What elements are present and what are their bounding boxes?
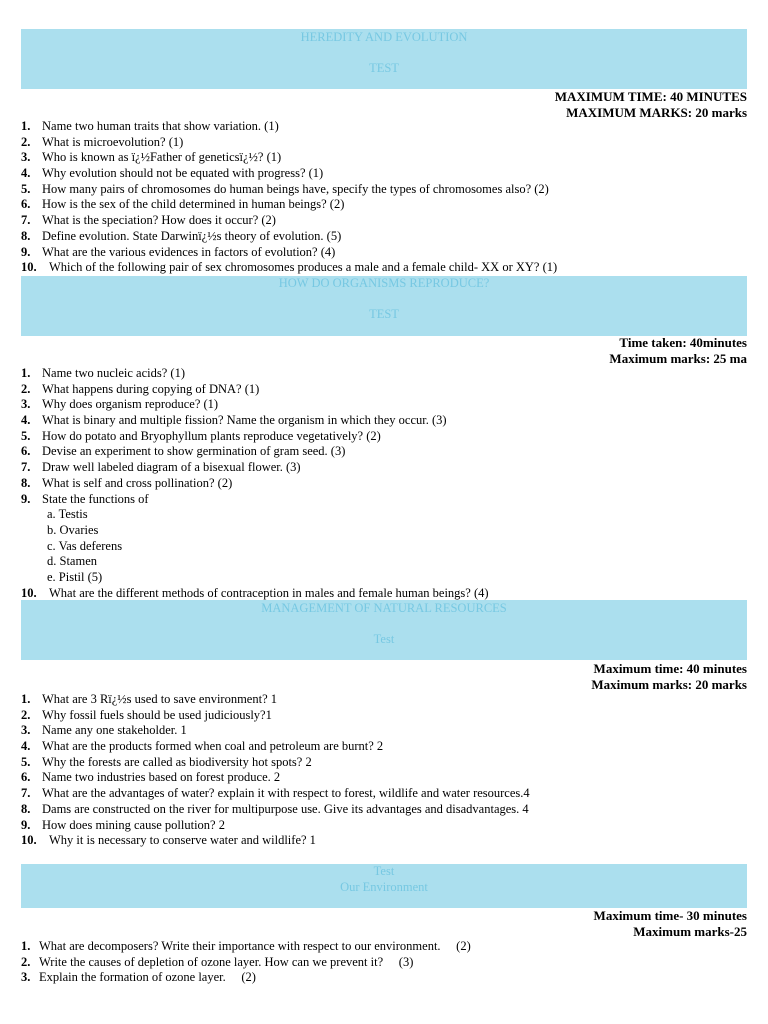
question-text: State the functions of [42,491,149,506]
section-banner [21,600,747,660]
question-text: What are decomposers? Write their importance with respect to our environment. (2) [39,939,471,953]
question-number: 3. [21,150,31,165]
question-item [21,382,756,398]
question-item [21,413,756,429]
question-text: Why does organism reproduce? (1) [42,397,219,412]
question-item [21,166,756,182]
question-text: What are the different methods of contraception in males and female human beings? (4) [49,585,489,600]
max-time: Time taken: 40minutes [619,335,747,350]
question-number: 7. [21,460,31,475]
question-text: Name two human traits that show variation. (1) [42,119,279,133]
sub-item: d. Stamen [47,554,97,569]
question-item [21,818,756,834]
question-number: 6. [21,197,31,212]
question-number: 1. [21,692,31,706]
question-text: Define evolution. State Darwinï¿½s theory of evolution. (5) [42,228,342,243]
sub-item: b. Ovaries [47,522,99,537]
question-text: Explain the formation of ozone layer. (2) [39,970,256,985]
question-text: Name two nucleic acids? (1) [42,366,185,380]
question-list [21,692,756,849]
question-item [21,970,756,986]
question-number: 2. [21,381,31,396]
banner-subtitle: TEST [369,307,399,321]
question-number: 1. [21,119,31,133]
question-item [21,197,756,213]
question-number: 10. [21,585,37,600]
question-number: 5. [21,181,31,196]
question-item [21,150,756,166]
banner-subtitle: Test [373,632,395,646]
question-number: 5. [21,754,31,769]
question-item [21,708,756,724]
question-number: 3. [21,970,31,985]
section-banner [21,276,747,336]
question-number: 4. [21,739,31,754]
question-item [21,397,756,413]
question-item [21,182,756,198]
question-item [21,723,756,739]
sub-item: e. Pistil (5) [47,569,103,584]
question-item [21,460,756,476]
question-text: What are the products formed when coal and petroleum are burnt? 2 [42,739,384,754]
question-number: 2. [21,954,31,969]
question-item [21,429,756,445]
question-item [21,444,756,460]
question-text: Dams are constructed on the river for multipurpose use. Give its advantages and disadvantages. 4 [42,801,529,816]
question-number: 10. [21,260,37,275]
question-text: What are 3 Rï¿½s used to save environment? 1 [42,692,277,706]
question-item [21,213,756,229]
question-text: Why it is necessary to conserve water and wildlife? 1 [49,833,316,848]
question-item [21,492,756,508]
question-item [21,955,756,971]
question-text: Why fossil fuels should be used judiciously?1 [42,707,272,722]
question-text: What is the speciation? How does it occur? (2) [42,213,276,228]
question-text: How do potato and Bryophyllum plants reproduce vegetatively? (2) [42,428,381,443]
question-item [21,939,756,955]
section-banner [21,864,747,908]
question-text: Draw well labeled diagram of a bisexual flower. (3) [42,460,301,475]
question-number: 3. [21,397,31,412]
question-number: 1. [21,939,31,953]
question-item [21,755,756,771]
question-number: 6. [21,444,31,459]
banner-title: HOW DO ORGANISMS REPRODUCE? [278,276,490,290]
question-number: 4. [21,413,31,428]
question-text: Write the causes of depletion of ozone layer. How can we prevent it? (3) [39,954,414,969]
question-list [21,119,756,276]
section-banner [21,29,747,89]
question-text: What is self and cross pollination? (2) [42,475,233,490]
question-item [21,739,756,755]
question-item [21,692,756,708]
question-number: 8. [21,801,31,816]
question-text: What is microevolution? (1) [42,134,184,149]
question-text: Which of the following pair of sex chromosomes produces a male and a female child- XX or XY? (1) [49,260,558,275]
test-meta [594,908,747,940]
question-number: 9. [21,244,31,259]
question-number: 4. [21,166,31,181]
question-number: 7. [21,786,31,801]
question-number: 5. [21,428,31,443]
question-text: What happens during copying of DNA? (1) [42,381,260,396]
question-text: What are the advantages of water? explain it with respect to forest, wildlife and water resources.4 [42,786,530,801]
question-item [21,802,756,818]
question-number: 9. [21,491,31,506]
question-number: 6. [21,770,31,785]
question-item [21,770,756,786]
max-marks: Maximum marks: 25 ma [609,351,747,366]
max-time: Maximum time: 40 minutes [593,661,747,676]
question-item [21,586,756,602]
max-time: MAXIMUM TIME: 40 MINUTES [554,89,747,104]
question-text: Name two industries based on forest produce. 2 [42,770,281,785]
question-item [21,135,756,151]
question-text: Why evolution should not be equated with progress? (1) [42,166,324,181]
max-marks: MAXIMUM MARKS: 20 marks [566,105,747,120]
sub-item: c. Vas deferens [47,538,123,553]
question-number: 9. [21,817,31,832]
banner-subtitle: Our Environment [340,880,428,894]
banner-title: HEREDITY AND EVOLUTION [300,30,468,44]
question-item [21,833,756,849]
test-meta [555,89,747,121]
question-number: 2. [21,707,31,722]
max-time: Maximum time- 30 minutes [593,908,747,923]
banner-subtitle: TEST [369,61,399,75]
question-number: 3. [21,723,31,738]
question-number: 8. [21,475,31,490]
question-number: 1. [21,366,31,380]
question-number: 2. [21,134,31,149]
sub-item: a. Testis [47,507,88,522]
question-list [21,939,756,986]
question-text: How many pairs of chromosomes do human beings have, specify the types of chromosomes also? (2) [42,181,549,196]
question-text: How is the sex of the child determined in human beings? (2) [42,197,345,212]
banner-title: MANAGEMENT OF NATURAL RESOURCES [261,601,507,615]
question-item [21,366,756,382]
question-item [21,119,756,135]
question-text: Who is known as ï¿½Father of geneticsï¿½? (1) [42,150,282,165]
question-text: What is binary and multiple fission? Name the organism in which they occur. (3) [42,413,447,428]
question-text: What are the various evidences in factors of evolution? (4) [42,244,336,259]
question-item [21,476,756,492]
banner-title: Test [373,864,395,878]
question-number: 10. [21,833,37,848]
max-marks: Maximum marks-25 [633,924,747,939]
question-number: 7. [21,213,31,228]
question-item [21,260,756,276]
question-list [21,366,756,601]
max-marks: Maximum marks: 20 marks [591,677,747,692]
question-number: 8. [21,228,31,243]
test-meta [591,661,747,693]
question-item [21,786,756,802]
question-text: Name any one stakeholder. 1 [42,723,187,738]
test-meta [609,335,747,367]
question-item [21,245,756,261]
question-item [21,229,756,245]
question-text: Why the forests are called as biodiversity hot spots? 2 [42,754,312,769]
question-text: How does mining cause pollution? 2 [42,817,225,832]
question-text: Devise an experiment to show germination of gram seed. (3) [42,444,346,459]
